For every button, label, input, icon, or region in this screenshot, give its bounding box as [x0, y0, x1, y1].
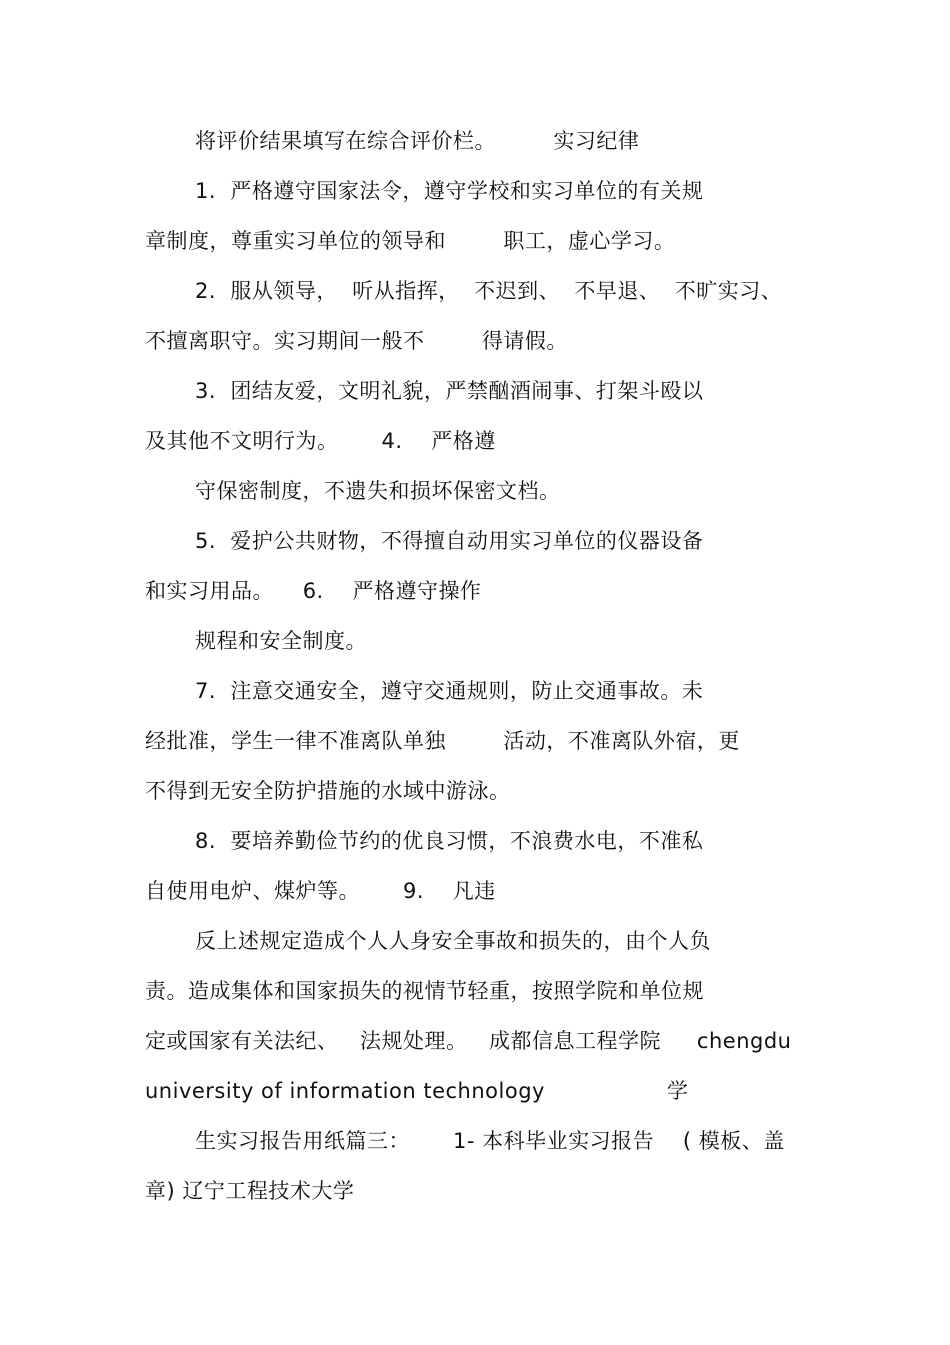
text-line: 章制度，尊重实习单位的领导和 职工，虚心学习。: [145, 229, 676, 253]
text-line: 守保密制度，不遗失和损坏保密文档。: [195, 479, 561, 503]
text-line: 责。造成集体和国家损失的视情节轻重，按照学院和单位规: [145, 979, 704, 1003]
text-line: 经批准，学生一律不准离队单独 活动，不准离队外宿，更: [145, 729, 740, 753]
text-line: 7. 注意交通安全，遵守交通规则，防止交通事故。未: [195, 679, 704, 703]
text-line: 反上述规定造成个人人身安全事故和损失的，由个人负: [195, 929, 711, 953]
text-line: 5. 爱护公共财物，不得擅自动用实习单位的仪器设备: [195, 529, 704, 553]
text-line: 不擅离职守。实习期间一般不 得请假。: [145, 329, 568, 353]
text-line: 定或国家有关法纪、 法规处理。 成都信息工程学院 chengdu: [145, 1029, 792, 1053]
text-line: university of information technology 学: [145, 1079, 689, 1103]
text-line: 生实习报告用纸篇三： 1- 本科毕业实习报告 ( 模板、盖: [195, 1129, 785, 1153]
text-line: 2. 服从领导， 听从指挥， 不迟到、 不早退、 不旷实习、: [195, 279, 783, 303]
text-line: 规程和安全制度。: [195, 629, 367, 653]
text-line: 不得到无安全防护措施的水域中游泳。: [145, 779, 511, 803]
text-line: 3. 团结友爱，文明礼貌，严禁酗酒闹事、打架斗殴以: [195, 379, 704, 403]
text-line: 章) 辽宁工程技术大学: [145, 1179, 355, 1203]
text-line: 自使用电炉、煤炉等。 9. 凡违: [145, 879, 496, 903]
text-line: 及其他不文明行为。 4. 严格遵: [145, 429, 496, 453]
text-line: 8. 要培养勤俭节约的优良习惯，不浪费水电，不准私: [195, 829, 704, 853]
text-line: 1. 严格遵守国家法令，遵守学校和实习单位的有关规: [195, 179, 704, 203]
text-line: 和实习用品。 6. 严格遵守操作: [145, 579, 482, 603]
text-line: 将评价结果填写在综合评价栏。 实习纪律: [195, 129, 640, 153]
